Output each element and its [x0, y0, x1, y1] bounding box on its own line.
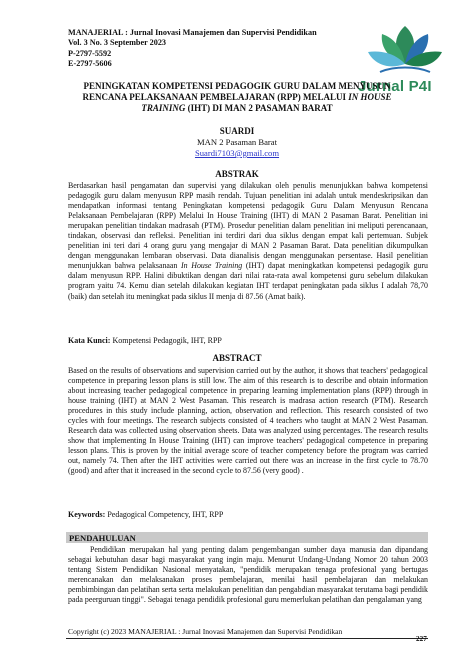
author-email-link[interactable]: Suardi7103@gmail.com — [194, 148, 280, 158]
kata-kunci-text: Kompetensi Pedagogik, IHT, RPP — [112, 336, 222, 345]
journal-eissn: E-2797-5606 — [68, 59, 112, 69]
abstract-heading: ABSTRACT — [212, 353, 262, 363]
paper-title — [72, 81, 402, 115]
keywords-label: Keywords: — [68, 510, 106, 519]
keywords — [68, 510, 428, 519]
title-line-2-italic: IN HOUSE — [348, 92, 392, 103]
author-affiliation: MAN 2 Pasaman Barat — [197, 137, 277, 147]
title-line-2 — [72, 92, 402, 103]
journal-header — [68, 28, 317, 70]
pendahuluan-body: Pendidikan merupakan hal yang penting dalam pengembangan sumber daya manusia dan dipandang sebagai kebutuhan dasar bagi masyarakat yang ingin maju. Menurut Undang-Undang Nomor 20 tahun 2003 tentang Sistem Pendidikan Nasional menyatakan, "pendidik merupakan tenaga profesional yang bertugas merencanakan dan melaksanakan proses pembelajaran, menilai hasil pembelajaran dan melakukan pembimbingan dan pelatihan serta serta melakukan penelitian dan pengabdian masyarakat terutama bagi pendidik pada peerguruan tinggi". Sebagai tenaga pendidik profesional guru memerlukan pelatihan dan pengalaman yang — [68, 545, 428, 605]
abstrak-text — [68, 181, 428, 302]
logo-text: Jurnal P4I — [358, 78, 432, 95]
page-number: 227 — [416, 635, 427, 643]
title-line-3-italic: TRAINING — [141, 103, 186, 114]
title-line-3-text: (IHT) DI MAN 2 PASAMAN BARAT — [187, 103, 333, 114]
abstrak-text-part-1: Berdasarkan hasil pengamatan dan supervisi yang dilakukan oleh penulis menunjukkan bahwa kompetensi pedagogik guru dalam menyusun RPP masih rendah. Tujuan penelitian ini adalah untuk mendeskripsikan dan mendapatkan informasi tentang Peningkatan kompetensi pedagogik Guru Dalam Menyusun Rencana Pelaksanaan Pembelajaran (RPP) Melalui In House Training (IHT) di MAN 2 Pasaman Barat. Penelitian ini merupakan penelitian tindakan madrasah (PTM). Prosedur penelitian dalam penelitian ini meliputi perencanaan, tindakan, observasi dan refleksi. Penelitian ini terdiri dari dua siklus dengan empat kali pertemuan. Subjek penelitian ini teri dari 4 orang guru yang mengajar di MAN 2 Pasaman Barat. Data penelitian dikumpulkan dengan menggunakan lembaran observasi. Data dianalisis dengan menggunakan persentase. Hasil penelitian menunjukkan bahwa pelaksanaan — [68, 181, 428, 271]
abstrak-text-italic: In House Training — [181, 261, 243, 271]
abstrak-heading: ABSTRAK — [215, 169, 259, 179]
journal-pissn: P-2797-5592 — [68, 48, 112, 58]
title-line-1: PENINGKATAN KOMPETENSI PEDAGOGIK GURU DALAM MENYUSUN — [83, 81, 391, 91]
pendahuluan-text — [68, 545, 428, 606]
author-name: SUARDI — [219, 126, 255, 136]
footer-divider — [66, 638, 428, 639]
journal-name: MANAJERIAL : Jurnal Inovasi Manajemen dan Supervisi Pendidikan — [68, 28, 317, 37]
kata-kunci-label: Kata Kunci: — [68, 336, 111, 345]
journal-volume: Vol. 3 No. 3 September 2023 — [68, 38, 167, 48]
title-line-2-text: RENCANA PELAKSANAAN PEMBELAJARAN (RPP) MELALUI — [82, 92, 346, 103]
title-line-3 — [72, 103, 402, 114]
kata-kunci — [68, 336, 428, 345]
abstract-text: Based on the results of observations and supervision carried out by the author, it shows that teachers' pedagogical competence in preparing lesson plans is still low. The aim of this research is to describe and obtain information about increasing teacher pedagogical competence in preparing learning implementation plans (RPP) through in house training (IHT) at MAN 2 West Pasaman. This research is madrasa action research (PTM). Research procedures in this study include planning, action, observation and reflection. This research consisted of two cycles with four meetings. The research subjects consisted of 4 teachers who taught at MAN 2 West Pasaman. Research data was collected using observation sheets. Data was analyzed using percentages. The research results show that implementing In House Training (IHT) can improve teachers' pedagogical competence in preparing lesson plans. This is proven by the initial average score of teacher competency before the program was carried out, namely 74. Then after the IHT activities were carried out there was an increase in the first cycle to 78.70 (good) and after that it increased in the second cycle to 87.56 (very good) . — [68, 366, 428, 476]
footer-copyright: Copyright (c) 2023 MANAJERIAL : Jurnal Inovasi Manajemen dan Supervisi Pendidikan — [68, 627, 343, 636]
pendahuluan-heading: PENDAHULUAN — [69, 533, 136, 543]
keywords-text: Pedagogical Competency, IHT, RPP — [107, 510, 224, 519]
abstrak-text-part-2: (IHT) dapat meningkatkan kompetensi pedagogik guru dalam menyusun RPP. Halini dibuktikan dengan dari nilai rata-rata awal kompetensi guru sebelum dilakukan program yaitu 74. Kemu dian setelah dilakukan kegiatan IHT terdapat peningkatan pada siklus I adalah 78,70 (baik) dan setelah itu meningkat pada siklus II menja di 87.56 (Amat baik). — [68, 261, 428, 301]
